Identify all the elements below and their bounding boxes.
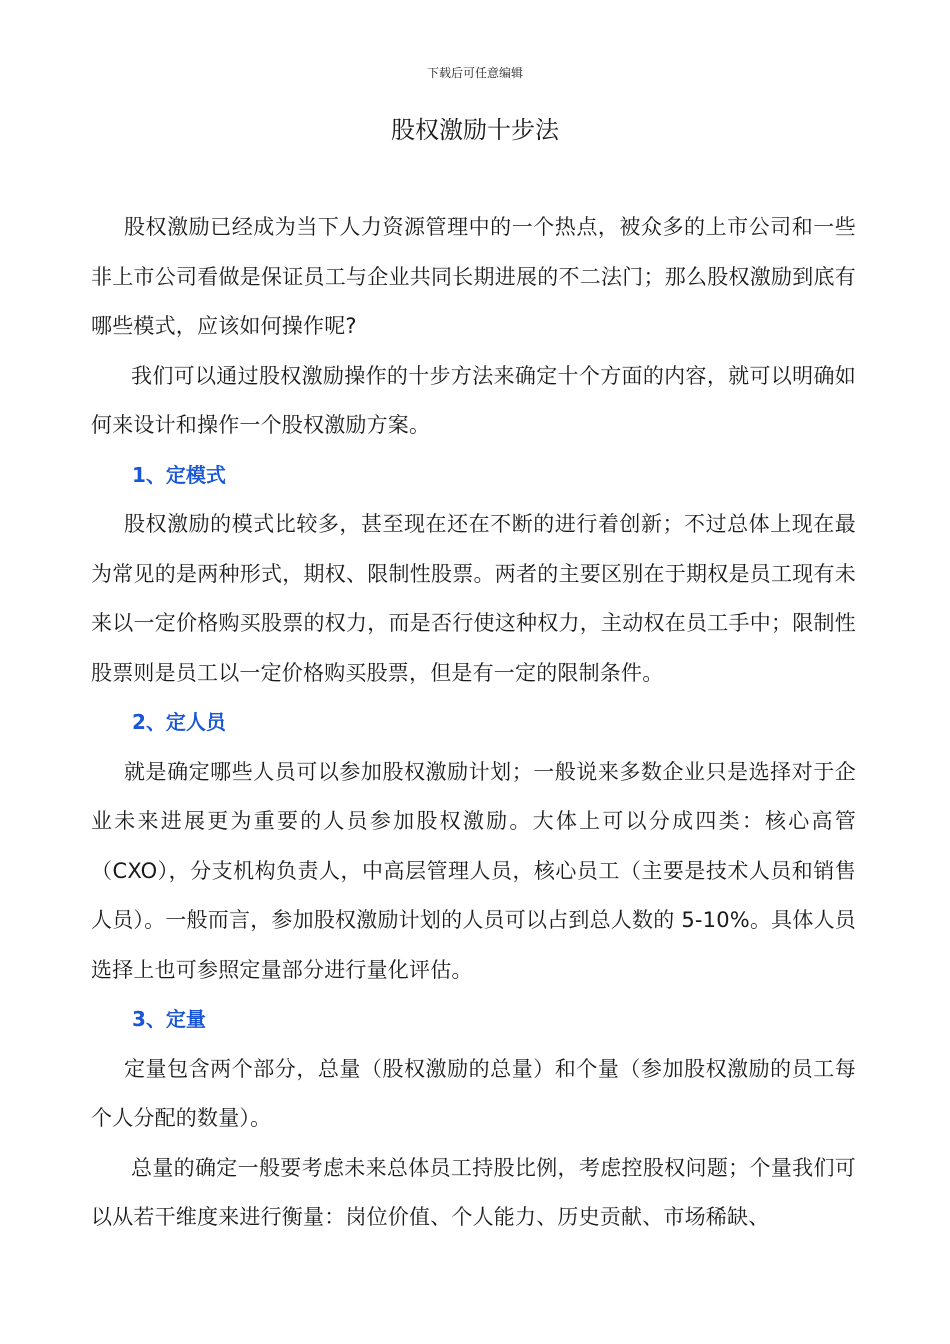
section-heading-1: 1、定模式 <box>132 462 226 487</box>
section-3-paragraph-2: 总量的确定一般要考虑未来总体员工持股比例，考虑控股权问题；个量我们可以从若干维度来进行衡量：岗位价值、个人能力、历史贡献、市场稀缺、 <box>91 1155 856 1229</box>
document-title: 股权激励十步法 <box>391 116 559 144</box>
section-heading-2: 2、定人员 <box>132 710 226 734</box>
section-heading-3: 3、定量 <box>132 1007 206 1031</box>
section-2-paragraph-1: 就是确定哪些人员可以参加股权激励计划；一般说来多数企业只是选择对于企业未来进展更为重要的人员参加股权激励。大体上可以分成四类：核心高管（CXO），分支机构负责人，中高层管理人员，核心员工（主要是技术人员和销售人员）。一般而言，参加股权激励计划的人员可以占到总人数的 5-10%。具体人员选择上也可参照定量部分进行量化评估。 <box>91 759 856 982</box>
section-1-paragraph-1: 股权激励的模式比较多，甚至现在还在不断的进行着创新；不过总体上现在最为常见的是两种形式，期权、限制性股票。两者的主要区别在于期权是员工现有未来以一定价格购买股票的权力，而是否行使这种权力，主动权在员工手中；限制性股票则是员工以一定价格购买股票，但是有一定的限制条件。 <box>91 512 856 685</box>
intro-paragraph-2: 我们可以通过股权激励操作的十步方法来确定十个方面的内容，就可以明确如何来设计和操作一个股权激励方案。 <box>91 363 856 437</box>
header-note: 下载后可任意编辑 <box>426 66 523 80</box>
document-body <box>91 203 856 1243</box>
intro-paragraph-1: 股权激励已经成为当下人力资源管理中的一个热点，被众多的上市公司和一些非上市公司看做是保证员工与企业共同长期进展的不二法门；那么股权激励到底有哪些模式，应该如何操作呢? <box>91 215 856 338</box>
section-3-paragraph-1: 定量包含两个部分，总量（股权激励的总量）和个量（参加股权激励的员工每个人分配的数量）。 <box>91 1056 856 1130</box>
